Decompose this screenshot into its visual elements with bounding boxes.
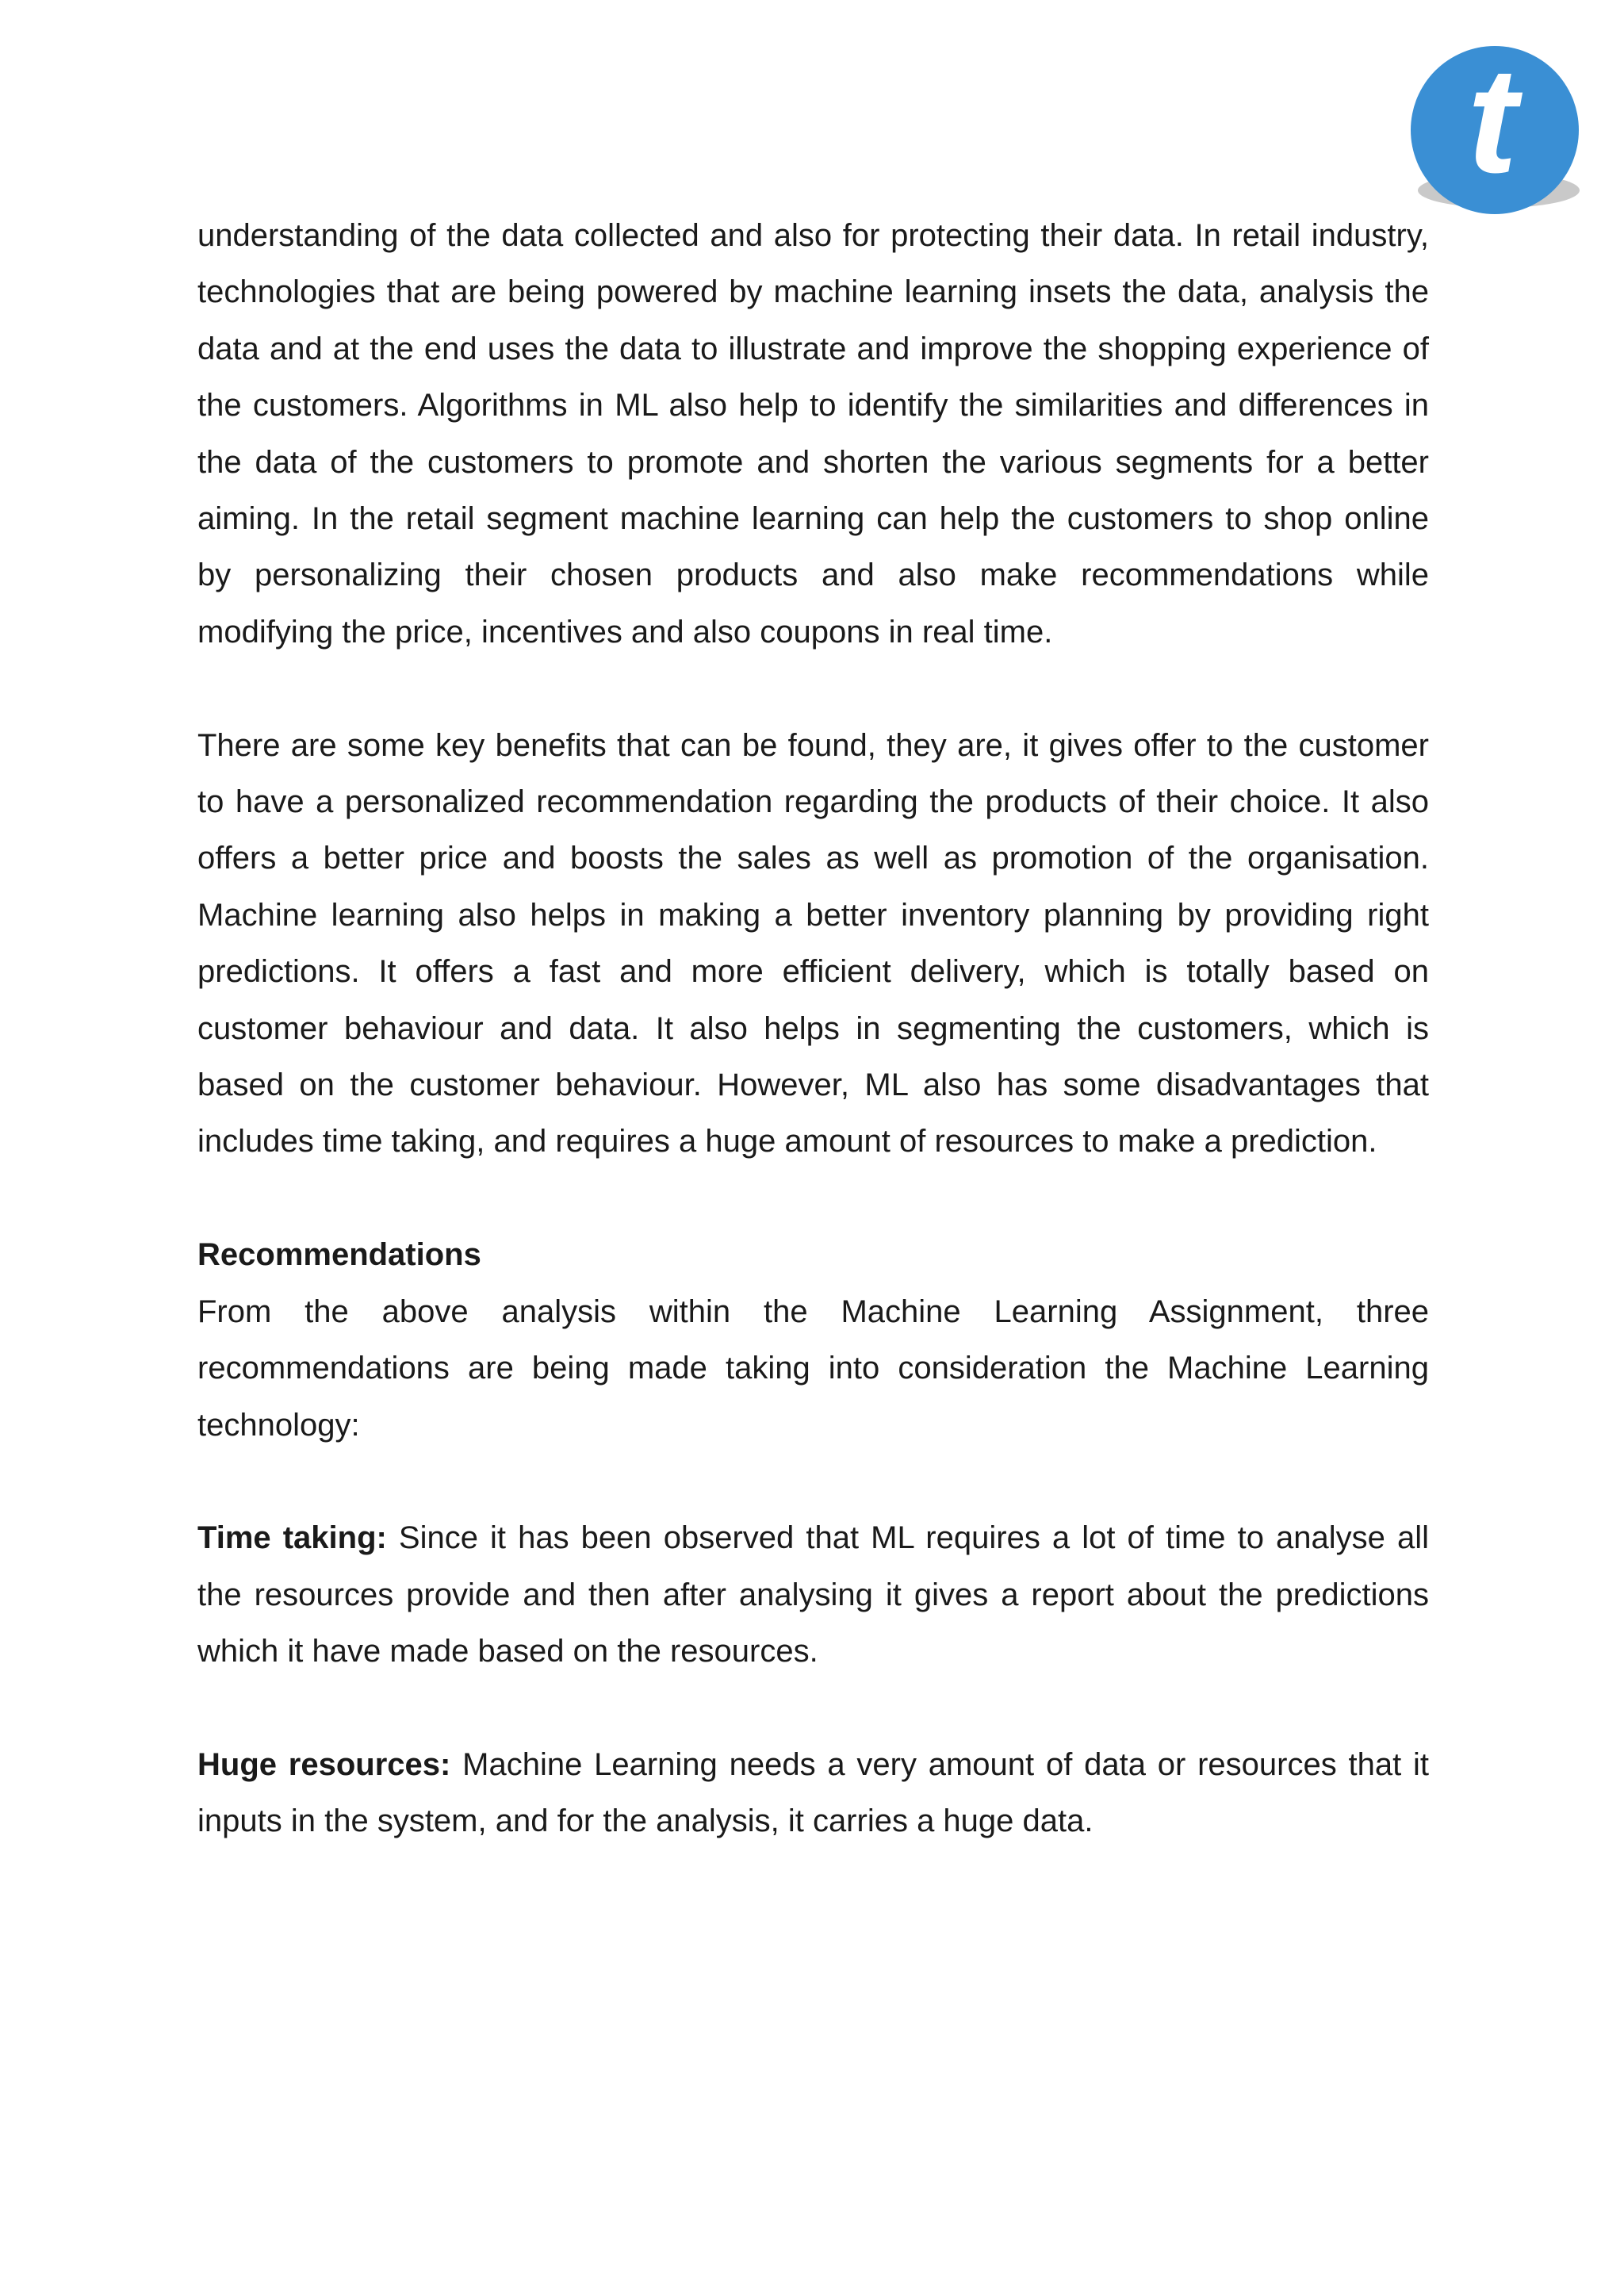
recommendation-item-time-taking [197,1510,1429,1680]
recommendations-heading: Recommendations [197,1237,481,1273]
paragraph-key-benefits: There are some key benefits that can be found, they are, it gives offer to the customer to have a personalized recommendation regarding the products of their choice. It also offers a better price and boosts the sales as well as promotion of the organisation. Machine learning also helps in making a better inventory planning by providing right predictions. It offers a fast and more efficient delivery, which is totally based on customer behaviour and data. It also helps in segmenting the customers, which is based on the customer behaviour. However, ML also has some disadvantages that includes time taking, and requires a huge amount of resources to make a prediction. [197,727,1429,1159]
recommendation-text: Since it has been observed that ML requires a lot of time to analyse all the resources provide and then after analysing it gives a report about the predictions which it have made based on the resources. [197,1520,1429,1669]
recommendation-label: Huge resources: [197,1746,451,1782]
logo-letter: t [1467,41,1518,205]
brand-logo [1404,41,1586,224]
recommendation-text: Machine Learning needs a very amount of data or resources that it inputs in the system, and for the analysis, it carries a huge data. [197,1746,1429,1839]
brand-logo-icon [1404,41,1586,224]
document-body [197,208,1429,1907]
recommendation-item-huge-resources [197,1737,1429,1850]
recommendations-intro: From the above analysis within the Machine Learning Assignment, three recommendations are being made taking into consideration the Machine Learning technology: [197,1294,1429,1443]
recommendation-label: Time taking: [197,1520,387,1556]
paragraph-retail-industry: understanding of the data collected and also for protecting their data. In retail industry, technologies that are being powered by machine learning insets the data, analysis the data and at the end uses the data to illustrate and improve the shopping experience of the customers. Algorithms in ML also help to identify the similarities and differences in the data of the customers to promote and shorten the various segments for a better aiming. In the retail segment machine learning can help the customers to shop online by personalizing their chosen products and also make recommendations while modifying the price, incentives and also coupons in real time. [197,218,1429,650]
